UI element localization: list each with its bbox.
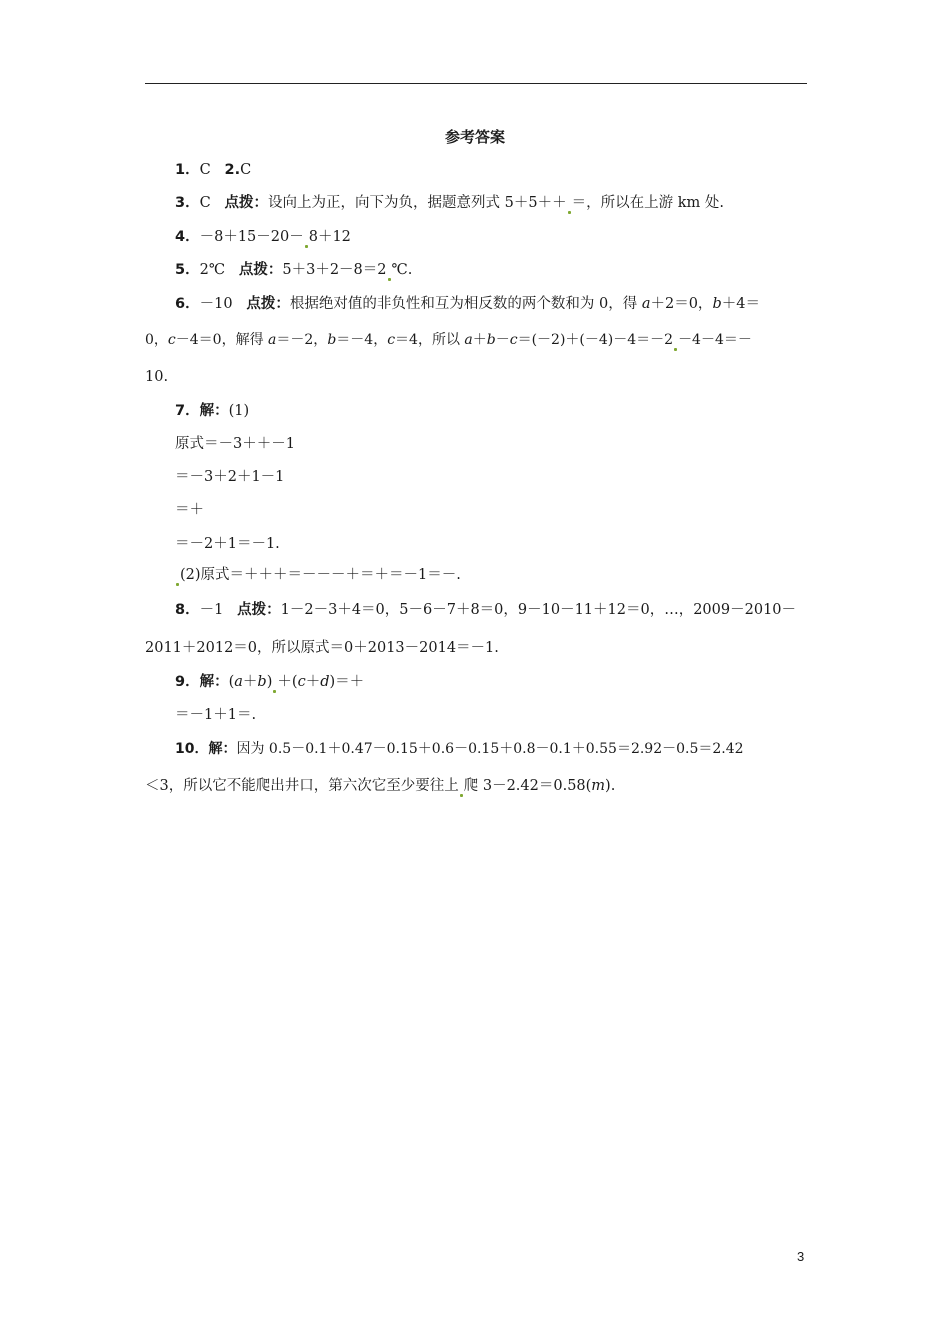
answer-7-part-2: (2)原式＝＋＋＋＝－－－＋＝＋＝－1＝－. — [175, 564, 461, 586]
answer-7-step-1: 原式＝－3＋＋－1 — [175, 436, 295, 452]
answer-6-line-1: 6．－10 点拨：根据绝对值的非负性和互为相反数的两个数和为 0，得 a＋2＝0，b＋4＝ — [175, 296, 760, 312]
answer-4: 4．－8＋15－20－ 8＋12 — [175, 226, 351, 248]
answer-8-line-2: 2011＋2012＝0，所以原式＝0＋2013－2014＝－1. — [145, 640, 499, 656]
answer-9: 9．解：(a＋b) ＋(c＋d)＝＋ — [175, 671, 364, 693]
marker-dot — [568, 211, 571, 214]
marker-dot — [273, 690, 276, 693]
page-title: 参考答案 — [444, 128, 505, 146]
marker-dot — [388, 278, 391, 281]
marker-dot — [460, 794, 463, 797]
answer-10-line-2: ＜3，所以它不能爬出井口，第六次它至少要往上 爬 3－2.42＝0.58(m). — [145, 775, 615, 797]
answer-10-line-1: 10．解：因为 0.5－0.1＋0.47－0.15＋0.6－0.15＋0.8－0.1＋0.55＝2.92－0.5＝2.42 — [175, 741, 744, 757]
page-number: 3 — [797, 1249, 805, 1264]
answer-7-step-2: ＝－3＋2＋1－1 — [175, 469, 285, 485]
answer-5: 5．2℃ 点拨：5＋3＋2－8＝2 ℃. — [175, 259, 412, 281]
answer-1-2: 1．C 2.C — [175, 162, 252, 178]
marker-dot — [176, 583, 179, 586]
marker-dot — [305, 245, 308, 248]
answer-7-step-3: ＝＋ — [175, 502, 204, 518]
answer-7: 7．解：(1) — [175, 403, 250, 419]
answer-7-step-4: ＝－2＋1＝－1. — [175, 536, 280, 552]
answer-8-line-1: 8．－1 点拨：1－2－3＋4＝0，5－6－7＋8＝0，9－10－11＋12＝0，…，2009－2010－ — [175, 602, 797, 618]
answer-9-step-2: ＝－1＋1＝. — [175, 707, 257, 723]
answer-6-line-2: 0，c－4＝0，解得 a＝－2，b＝－4，c＝4，所以 a＋b－c＝(－2)＋(－4)－4＝－2 －4－4＝－ — [145, 329, 752, 351]
marker-dot — [674, 348, 677, 351]
answer-3: 3．C 点拨：设向上为正，向下为负，据题意列式 5＋5＋＋ ＝，所以在上游 km 处. — [175, 192, 724, 214]
answer-6-line-3: 10. — [145, 369, 169, 385]
header-rule — [145, 83, 807, 84]
